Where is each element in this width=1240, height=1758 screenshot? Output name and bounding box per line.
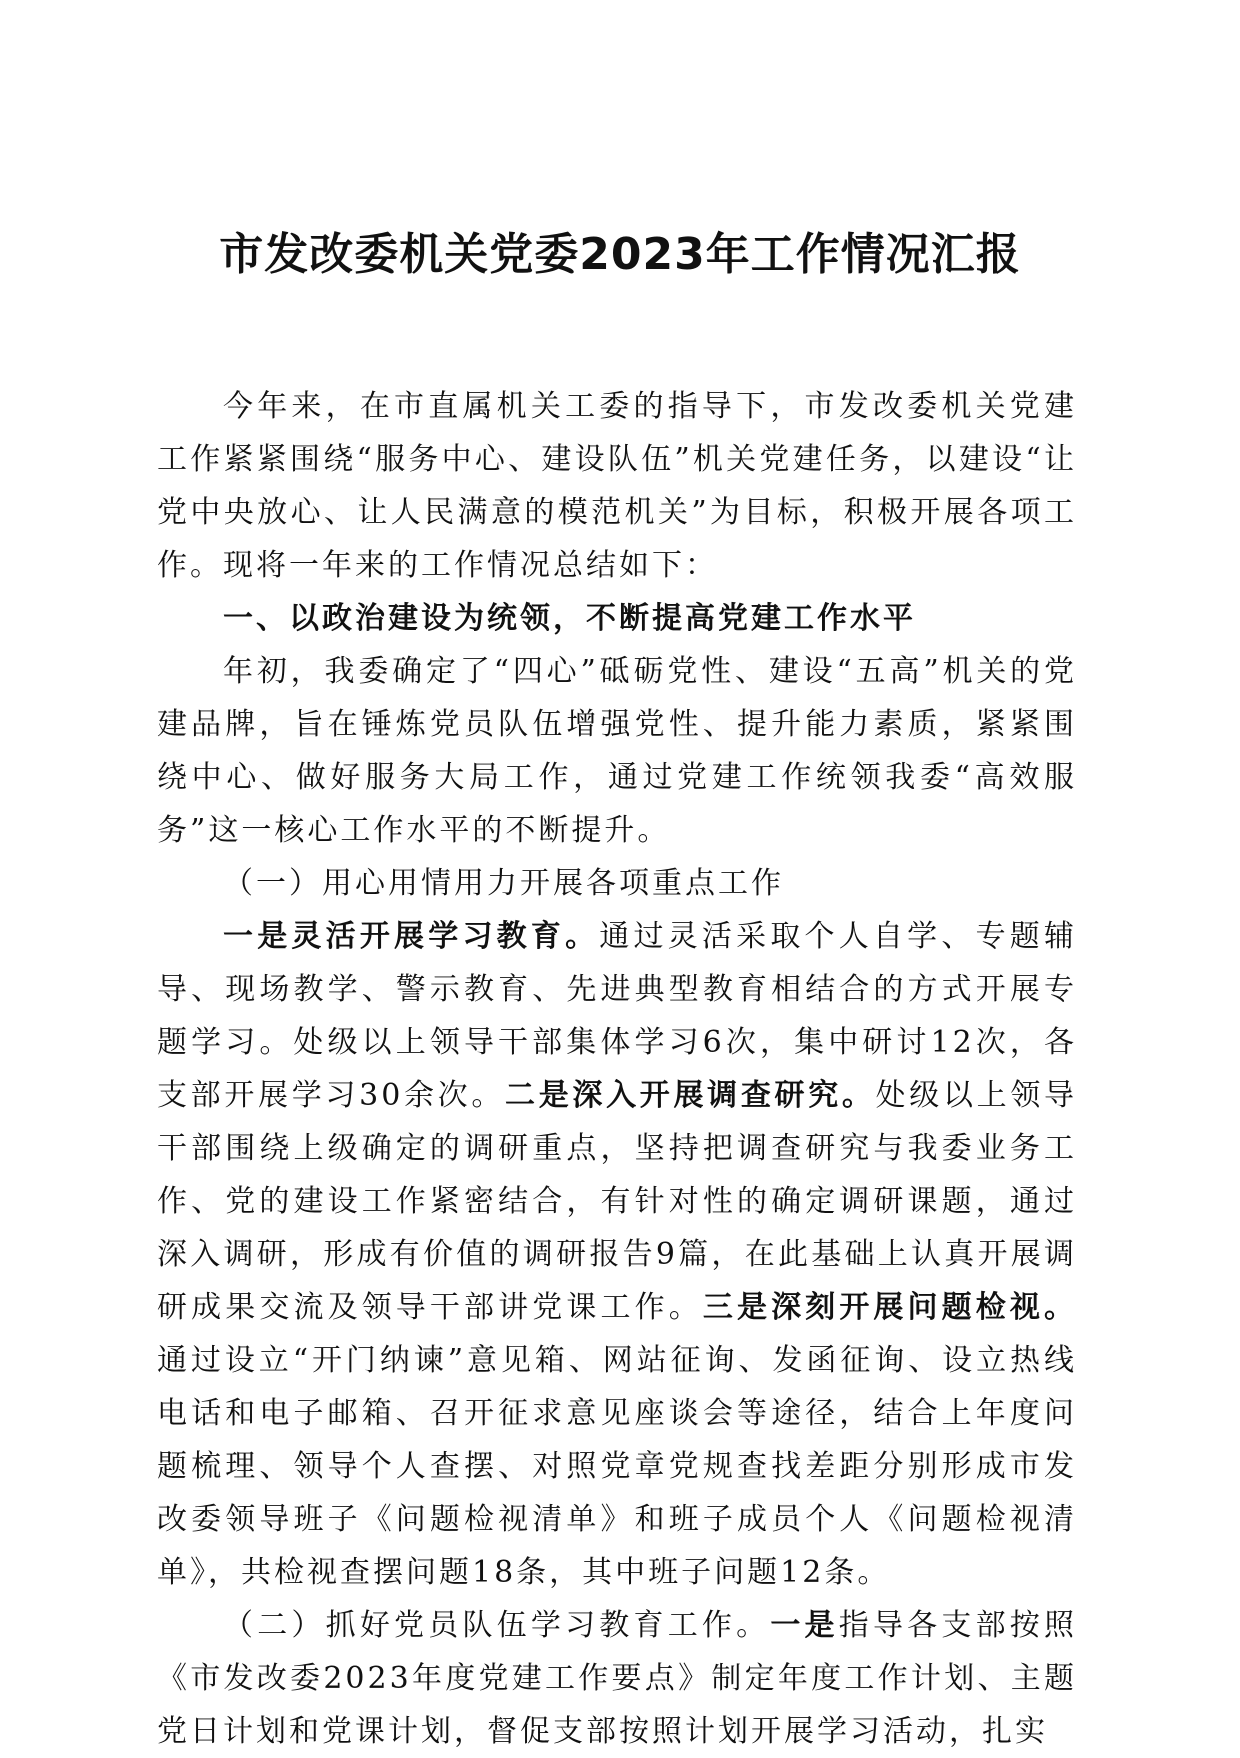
section1-paragraph: 年初，我委确定了“四心”砥砺党性、建设“五高”机关的党建品牌，旨在锤炼党员队伍增强党性、提升能力素质，紧紧围绕中心、做好服务大局工作，通过党建工作统领我委“高效服务”这一核心工作水平的不断提升。 [157,654,1077,848]
paragraph-text-3: 通过设立“开门纳谏”意见箱、网站征询、发函征询、设立热线电话和电子邮箱、召开征求意见座谈会等途径，结合上年度问题梳理、领导个人查摆、对照党章党规查找差距分别形成市发改委领导班子《问题检视清单》和班子成员个人《问题检视清单》，共检视查摆问题18条，其中班子问题12条。 [157,1343,1077,1590]
education-paragraph [157,1599,1077,1758]
section-heading-1: 一、以政治建设为统领，不断提高党建工作水平 [223,601,916,636]
paragraph-text-4: 指导各支部按照《市发改委2023年度党建工作要点》制定年度工作计划、主题党日计划和党课计划，督促支部按照计划开展学习活动，扎实 [157,1608,1078,1749]
lead-phrase-2: 二是深入开展调查研究。 [505,1078,876,1113]
paragraph-text-1: 通过灵活采取个人自学、专题辅导、现场教学、警示教育、先进典型教育相结合的方式开展专题学习。处级以上领导干部集体学习6次，集中研讨12次，各支部开展学习30余次。 [157,919,1078,1113]
lead-phrase-1: 一是灵活开展学习教育。 [223,919,600,954]
intro-paragraph: 今年来，在市直属机关工委的指导下，市发改委机关党建工作紧紧围绕“服务中心、建设队伍”机关党建任务，以建设“让党中央放心、让人民满意的模范机关”为目标，积极开展各项工作。现将一年来的工作情况总结如下： [157,389,1077,583]
document-body [157,380,1077,1758]
key-work-paragraph [157,910,1077,1599]
document-title: 市发改委机关党委2023年工作情况汇报 [219,229,1021,280]
subsection-heading-2: （二）抓好党员队伍学习教育工作。 [223,1608,771,1643]
paragraph-text-2: 处级以上领导干部围绕上级确定的调研重点，坚持把调查研究与我委业务工作、党的建设工作紧密结合，有针对性的确定调研课题，通过深入调研，形成有价值的调研报告9篇，在此基础上认真开展调研成果交流及领导干部讲党课工作。 [157,1078,1078,1325]
lead-phrase-4: 一是 [770,1608,839,1643]
lead-phrase-3: 三是深刻开展问题检视。 [702,1290,1078,1325]
subsection-heading-1: （一）用心用情用力开展各项重点工作 [223,866,784,901]
